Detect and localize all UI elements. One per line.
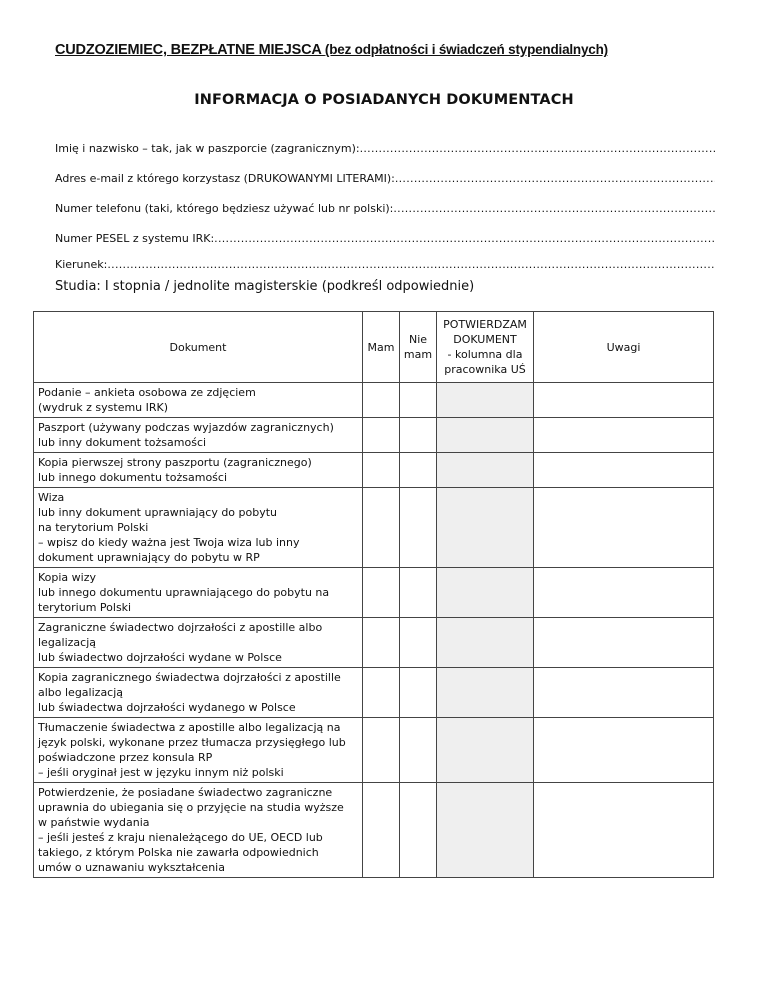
confirm-cell [437, 618, 534, 668]
document-cell: Kopia zagranicznego świadectwa dojrzałości z apostille albo legalizacją lub świadectwa dojrzałości wydanego w Polsce [34, 668, 363, 718]
confirm-cell [437, 783, 534, 878]
table-row [34, 668, 714, 718]
confirm-cell [437, 383, 534, 418]
document-cell: Wiza lub inny dokument uprawniający do pobytu na terytorium Polski – wpisz do kiedy ważna jest Twoja wiza lub inny dokument uprawniający do pobytu w RP [34, 488, 363, 568]
confirm-cell [437, 488, 534, 568]
email-field[interactable] [55, 172, 715, 185]
kierunek-field[interactable] [55, 258, 715, 271]
header-mam: Mam [363, 312, 400, 383]
table-row [34, 568, 714, 618]
mam-checkbox-cell[interactable] [363, 668, 400, 718]
pesel-field-dots[interactable] [214, 232, 715, 245]
document-title: INFORMACJA O POSIADANYCH DOKUMENTACH [194, 92, 574, 108]
mam-checkbox-cell[interactable] [363, 453, 400, 488]
document-cell: Paszport (używany podczas wyjazdów zagranicznych) lub inny dokument tożsamości [34, 418, 363, 453]
document-cell: Kopia pierwszej strony paszportu (zagranicznego) lub innego dokumentu tożsamości [34, 453, 363, 488]
table-row [34, 618, 714, 668]
nie-mam-checkbox-cell[interactable] [400, 783, 437, 878]
table-row [34, 418, 714, 453]
uwagi-cell[interactable] [534, 383, 714, 418]
nie-mam-checkbox-cell[interactable] [400, 668, 437, 718]
table-row [34, 453, 714, 488]
nie-mam-checkbox-cell[interactable] [400, 618, 437, 668]
document-cell: Kopia wizy lub innego dokumentu uprawniającego do pobytu na terytorium Polski [34, 568, 363, 618]
confirm-cell [437, 418, 534, 453]
mam-checkbox-cell[interactable] [363, 783, 400, 878]
nie-mam-checkbox-cell[interactable] [400, 418, 437, 453]
mam-checkbox-cell[interactable] [363, 418, 400, 453]
confirm-cell [437, 453, 534, 488]
header-potwierdzam: POTWIERDZAM DOKUMENT - kolumna dla pracownika UŚ [437, 312, 534, 383]
document-cell: Tłumaczenie świadectwa z apostille albo legalizacją na język polski, wykonane przez tłumacza przysięgłego lub poświadczone przez konsula RP – jeśli oryginał jest w języku innym niż polski [34, 718, 363, 783]
table-row [34, 718, 714, 783]
document-cell: Potwierdzenie, że posiadane świadectwo zagraniczne uprawnia do ubiegania się o przyjęcie na studia wyższe w państwie wydania – jeśli jesteś z kraju nienależącego do UE, OECD lub takiego, z którym Polska nie zawarła odpowiednich umów o uznawaniu wykształcenia [34, 783, 363, 878]
phone-field-dots[interactable] [393, 202, 715, 215]
header-uwagi: Uwagi [534, 312, 714, 383]
header-title-paren: (bez odpłatności i świadczeń stypendialnych) [324, 42, 608, 57]
table-row [34, 488, 714, 568]
email-field-label: Adres e-mail z którego korzystasz (DRUKOWANYMI LITERAMI): [55, 172, 395, 185]
table-row [34, 383, 714, 418]
header-dokument: Dokument [34, 312, 363, 383]
uwagi-cell[interactable] [534, 568, 714, 618]
uwagi-cell[interactable] [534, 488, 714, 568]
email-field-dots[interactable] [395, 172, 715, 185]
nie-mam-checkbox-cell[interactable] [400, 383, 437, 418]
table-row [34, 783, 714, 878]
nie-mam-checkbox-cell[interactable] [400, 488, 437, 568]
confirm-cell [437, 668, 534, 718]
name-field-dots[interactable] [360, 142, 715, 155]
nie-mam-checkbox-cell[interactable] [400, 568, 437, 618]
studia-line: Studia: I stopnia / jednolite magisterskie (podkreśl odpowiednie) [55, 279, 475, 294]
pesel-field[interactable] [55, 232, 715, 245]
phone-field[interactable] [55, 202, 715, 215]
uwagi-cell[interactable] [534, 618, 714, 668]
uwagi-cell[interactable] [534, 783, 714, 878]
mam-checkbox-cell[interactable] [363, 488, 400, 568]
mam-checkbox-cell[interactable] [363, 568, 400, 618]
confirm-cell [437, 568, 534, 618]
header-nie-mam: Nie mam [400, 312, 437, 383]
mam-checkbox-cell[interactable] [363, 718, 400, 783]
document-cell: Podanie – ankieta osobowa ze zdjęciem (wydruk z systemu IRK) [34, 383, 363, 418]
name-field-label: Imię i nazwisko – tak, jak w paszporcie (zagranicznym): [55, 142, 360, 155]
phone-field-label: Numer telefonu (taki, którego będziesz używać lub nr polski): [55, 202, 394, 215]
documents-table [33, 311, 714, 878]
form-header [55, 42, 608, 58]
uwagi-cell[interactable] [534, 453, 714, 488]
uwagi-cell[interactable] [534, 718, 714, 783]
kierunek-field-dots[interactable] [107, 258, 715, 271]
mam-checkbox-cell[interactable] [363, 383, 400, 418]
header-title-main: CUDZOZIEMIEC, BEZPŁATNE MIEJSCA [55, 42, 325, 58]
mam-checkbox-cell[interactable] [363, 618, 400, 668]
confirm-cell [437, 718, 534, 783]
table-header-row [34, 312, 714, 383]
uwagi-cell[interactable] [534, 668, 714, 718]
uwagi-cell[interactable] [534, 418, 714, 453]
name-field[interactable] [55, 142, 715, 155]
document-cell: Zagraniczne świadectwo dojrzałości z apostille albo legalizacją lub świadectwo dojrzałości wydane w Polsce [34, 618, 363, 668]
kierunek-field-label: Kierunek: [55, 258, 108, 271]
nie-mam-checkbox-cell[interactable] [400, 453, 437, 488]
pesel-field-label: Numer PESEL z systemu IRK: [55, 232, 215, 245]
nie-mam-checkbox-cell[interactable] [400, 718, 437, 783]
